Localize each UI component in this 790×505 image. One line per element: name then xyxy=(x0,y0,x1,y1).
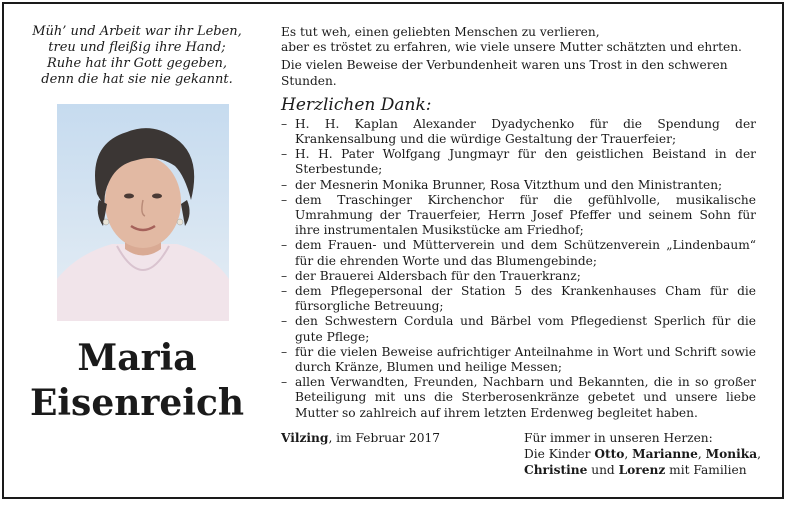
list-item: – für die vielen Beweise aufrichtiger Anteilnahme in Wort und Schrift sowie durch Kränze, Blumen und heilige Messen; xyxy=(281,345,756,375)
left-column xyxy=(22,24,252,424)
list-item: – dem Frauen- und Mütterverein und dem Schützenverein „Lindenbaum“ für die ehrenden Worte und das Blumengebinde; xyxy=(281,238,756,268)
separator: , xyxy=(697,447,706,461)
child-name: Lorenz xyxy=(618,463,666,477)
deceased-name xyxy=(22,336,252,426)
thanks-list xyxy=(281,117,756,421)
list-item: – H. H. Kaplan Alexander Dyadychenko für die Spendung der Krankensalbung und die würdige Gestaltung der Trauerfeier; xyxy=(281,117,756,147)
intro-line: Es tut weh, einen geliebten Menschen zu verlieren, xyxy=(281,25,600,39)
list-item: – der Mesnerin Monika Brunner, Rosa Vitzthum und den Ministranten; xyxy=(281,178,756,193)
portrait-photo xyxy=(57,104,229,321)
poem xyxy=(22,24,252,88)
child-name: Monika xyxy=(705,447,758,461)
right-column xyxy=(281,25,756,421)
poem-line: Ruhe hat ihr Gott gegeben, xyxy=(46,56,228,71)
child-name: Otto xyxy=(594,447,625,461)
children-prefix: Die Kinder xyxy=(524,447,595,461)
heart-line: Für immer in unseren Herzen: xyxy=(524,431,713,445)
children-line xyxy=(524,446,764,462)
child-name: Marianne xyxy=(632,447,698,461)
poem-line: Müh’ und Arbeit war ihr Leben, xyxy=(32,24,242,39)
place-date xyxy=(281,430,440,446)
suffix: mit Familien xyxy=(665,463,747,477)
intro-line: Die vielen Beweise der Verbundenheit waren uns Trost in den schweren Stunden. xyxy=(281,58,728,88)
list-item: – dem Traschinger Kirchenchor für die gefühlvolle, musikalische Umrahmung der Trauerfeier, Herrn Josef Pfeffer und seinem Sohn für ihre instrumentalen Musikstücke am Friedhof; xyxy=(281,193,756,239)
separator: , xyxy=(624,447,633,461)
poem-line: denn die hat sie nie gekannt. xyxy=(41,72,233,87)
separator: , xyxy=(757,447,761,461)
poem-line: treu und fleißig ihre Hand; xyxy=(48,40,226,55)
portrait-illustration xyxy=(57,104,229,321)
child-name: Christine xyxy=(524,463,588,477)
last-name: Eisenreich xyxy=(29,382,245,424)
first-name: Maria xyxy=(77,337,197,379)
place: Vilzing xyxy=(281,431,329,445)
conjunction: und xyxy=(587,463,619,477)
date: , im Februar 2017 xyxy=(328,431,440,445)
intro-line: aber es tröstet zu erfahren, wie viele unsere Mutter schätzten und ehrten. xyxy=(281,40,742,55)
thanks-title: Herzlichen Dank: xyxy=(281,94,432,115)
children-line xyxy=(524,462,764,478)
list-item: – allen Verwandten, Freunden, Nachbarn und Bekannten, die in so großer Beteiligung mit uns die Sterberosenkränze gebetet und unsere liebe Mutter so zahlreich auf ihrem letzten Erdenweg begleitet haben. xyxy=(281,375,756,421)
list-item: – den Schwestern Cordula und Bärbel vom Pflegedienst Sperlich für die gute Pflege; xyxy=(281,314,756,344)
list-item: – der Brauerei Aldersbach für den Trauerkranz; xyxy=(281,269,756,284)
list-item: – H. H. Pater Wolfgang Jungmayr für den geistlichen Beistand in der Sterbestunde; xyxy=(281,147,756,177)
intro-text xyxy=(281,25,756,89)
list-item: – dem Pflegepersonal der Station 5 des Krankenhauses Cham für die fürsorgliche Betreuung; xyxy=(281,284,756,314)
family-signature xyxy=(524,430,764,478)
